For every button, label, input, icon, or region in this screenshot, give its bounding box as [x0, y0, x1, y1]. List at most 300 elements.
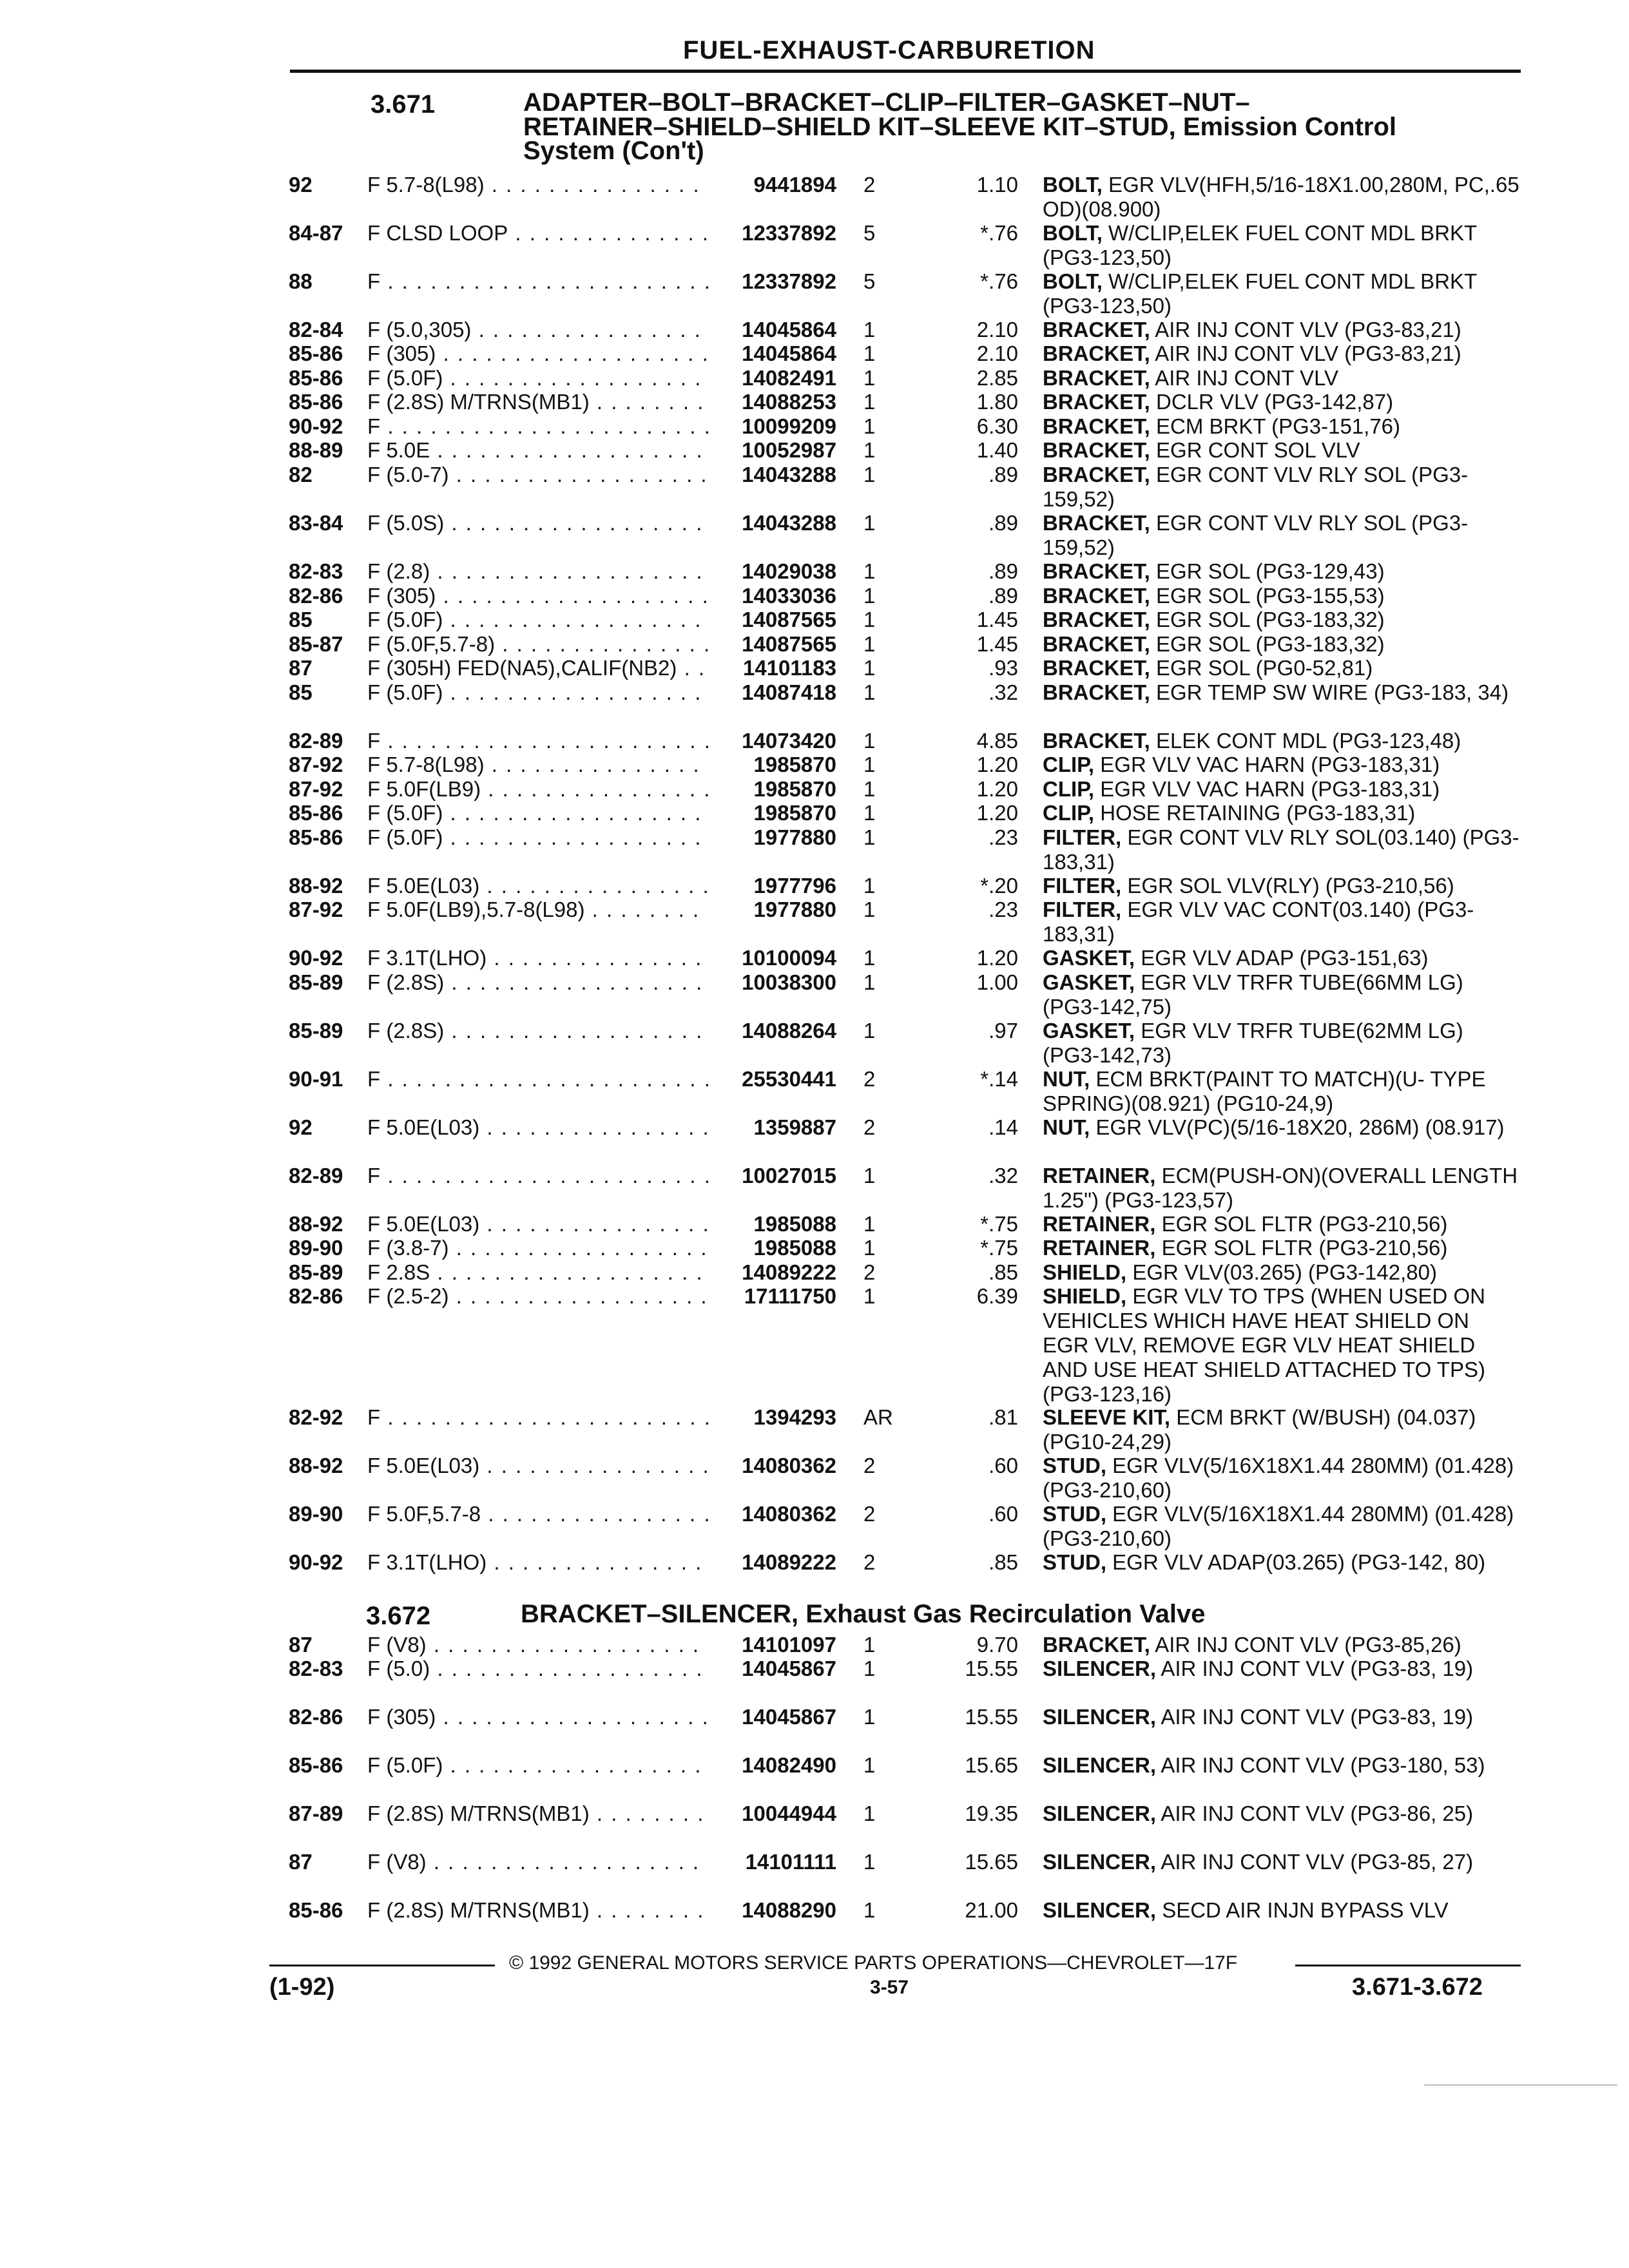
quantity: 1	[863, 438, 876, 462]
footer-rule-left	[269, 1965, 495, 1966]
price: 9.70	[976, 1633, 1018, 1657]
description	[1043, 269, 1519, 318]
model-years: 87-89	[289, 1802, 343, 1825]
application: F 2.8S . . .	[367, 1260, 709, 1285]
application: F (5.0F) . . .	[367, 801, 709, 825]
quantity: 1	[863, 1753, 876, 1777]
part-name: NUT,	[1043, 1067, 1090, 1091]
application: F (2.8) . . .	[367, 559, 709, 584]
part-number: 14088290	[714, 1898, 836, 1923]
model-years: 87	[289, 656, 313, 680]
part-name: BOLT,	[1043, 269, 1103, 293]
page-header-title: FUEL-EXHAUST-CARBURETION	[683, 36, 1095, 64]
part-detail: EGR SOL FLTR (PG3-210,56)	[1155, 1236, 1448, 1260]
application: F 5.7-8(L98) . . .	[367, 173, 709, 197]
description	[1043, 1212, 1519, 1236]
model-years: 82	[289, 463, 313, 486]
quantity: 1	[863, 1898, 876, 1922]
application: F 5.0E(L03) . . .	[367, 1115, 709, 1140]
description	[1043, 1019, 1519, 1068]
price: 15.65	[965, 1753, 1018, 1777]
price: 1.00	[976, 970, 1018, 994]
part-name: BRACKET,	[1043, 680, 1150, 704]
part-detail: EGR SOL (PG3-183,32)	[1150, 608, 1385, 631]
description	[1043, 946, 1519, 970]
part-name: FILTER,	[1043, 874, 1122, 898]
part-detail: EGR VLV(HFH,5/16-18X1.00,280M, PC,.65 OD)(08.900)	[1043, 173, 1519, 221]
application: F (2.8S) M/TRNS(MB1) . . .	[367, 1898, 709, 1923]
application: F (3.8-7) . . .	[367, 1236, 709, 1260]
price: .23	[988, 825, 1018, 849]
model-years: 84-87	[289, 221, 343, 245]
part-detail: W/CLIP,ELEK FUEL CONT MDL BRKT (PG3-123,50)	[1043, 221, 1477, 269]
application: F (5.0S) . . .	[367, 511, 709, 535]
part-name: BRACKET,	[1043, 584, 1150, 608]
part-detail: EGR TEMP SW WIRE (PG3-183, 34)	[1150, 680, 1509, 704]
part-number: 1394293	[714, 1405, 836, 1430]
part-name: CLIP,	[1043, 801, 1095, 825]
part-detail: EGR SOL (PG3-183,32)	[1150, 632, 1385, 656]
quantity: 1	[863, 970, 876, 994]
section-title-line-3: System (Con't)	[523, 137, 704, 165]
part-detail: EGR VLV(5/16X18X1.44 280MM) (01.428) (PG3-210,60)	[1043, 1454, 1514, 1502]
description	[1043, 1260, 1519, 1285]
model-years: 85-86	[289, 1753, 343, 1777]
part-number: 12337892	[714, 221, 836, 245]
quantity: 1	[863, 584, 876, 608]
quantity: 2	[863, 1550, 876, 1574]
part-number: 14043288	[714, 511, 836, 535]
model-years: 87-92	[289, 777, 343, 801]
part-detail: EGR SOL VLV(RLY) (PG3-210,56)	[1121, 874, 1454, 898]
part-detail: EGR CONT VLV RLY SOL(03.140) (PG3-183,31)	[1043, 825, 1519, 874]
model-years: 85	[289, 608, 313, 631]
application: F (5.0) . . .	[367, 1657, 709, 1681]
part-number: 10027015	[714, 1164, 836, 1188]
part-number: 10100094	[714, 946, 836, 970]
price: 1.45	[976, 632, 1018, 656]
price: .60	[988, 1502, 1018, 1526]
description	[1043, 559, 1519, 584]
part-detail: DCLR VLV (PG3-142,87)	[1150, 390, 1394, 414]
part-name: SILENCER,	[1043, 1705, 1157, 1729]
quantity: 1	[863, 1850, 876, 1874]
model-years: 85-89	[289, 970, 343, 994]
description	[1043, 801, 1519, 825]
part-name: CLIP,	[1043, 777, 1095, 801]
quantity: 1	[863, 608, 876, 631]
part-name: BRACKET,	[1043, 341, 1150, 365]
model-years: 90-92	[289, 946, 343, 970]
quantity: 2	[863, 1502, 876, 1526]
part-number: 14080362	[714, 1454, 836, 1478]
price: 15.55	[965, 1705, 1018, 1729]
part-name: BRACKET,	[1043, 1633, 1150, 1657]
application: F (5.0F) . . .	[367, 1753, 709, 1778]
price: *.75	[980, 1212, 1018, 1236]
quantity: 1	[863, 511, 876, 535]
part-detail: AIR INJ CONT VLV (PG3-83, 19)	[1156, 1705, 1474, 1729]
footer-section-range: 3.671-3.672	[1352, 1974, 1483, 2001]
part-number: 14033036	[714, 584, 836, 608]
description	[1043, 970, 1519, 1019]
quantity: AR	[863, 1405, 893, 1429]
part-number: 14082491	[714, 366, 836, 390]
price: .89	[988, 511, 1018, 535]
part-detail: EGR VLV ADAP(03.265) (PG3-142, 80)	[1106, 1550, 1486, 1574]
model-years: 85-87	[289, 632, 343, 656]
part-number: 25530441	[714, 1067, 836, 1091]
application: F (V8) . . .	[367, 1850, 709, 1874]
price: 1.20	[976, 801, 1018, 825]
part-number: 1985870	[714, 801, 836, 825]
part-number: 14045867	[714, 1705, 836, 1729]
model-years: 85-86	[289, 1898, 343, 1922]
part-name: RETAINER,	[1043, 1164, 1156, 1187]
part-detail: ECM BRKT (W/BUSH) (04.037) (PG10-24,29)	[1043, 1405, 1476, 1454]
model-years: 87-92	[289, 898, 343, 921]
part-detail: EGR VLV VAC CONT(03.140) (PG3-183,31)	[1043, 898, 1474, 946]
part-name: STUD,	[1043, 1502, 1106, 1526]
part-number: 14088253	[714, 390, 836, 414]
part-number: 1985870	[714, 753, 836, 777]
part-detail: AIR INJ CONT VLV (PG3-180, 53)	[1156, 1753, 1485, 1777]
quantity: 1	[863, 946, 876, 970]
model-years: 88-92	[289, 1454, 343, 1477]
price: .81	[988, 1405, 1018, 1429]
model-years: 82-83	[289, 559, 343, 583]
part-number: 10052987	[714, 438, 836, 463]
description	[1043, 1236, 1519, 1260]
quantity: 1	[863, 1019, 876, 1043]
description	[1043, 1705, 1519, 1729]
part-number: 14087565	[714, 608, 836, 632]
model-years: 87	[289, 1633, 313, 1657]
quantity: 1	[863, 1802, 876, 1825]
part-detail: EGR VLV TRFR TUBE(66MM LG) (PG3-142,75)	[1043, 970, 1463, 1019]
model-years: 88-92	[289, 1212, 343, 1236]
part-name: SILENCER,	[1043, 1657, 1157, 1680]
part-name: GASKET,	[1043, 970, 1135, 994]
description	[1043, 656, 1519, 680]
part-detail: ECM BRKT (PG3-151,76)	[1150, 414, 1401, 438]
part-detail: EGR SOL (PG3-129,43)	[1150, 559, 1385, 583]
application: F 5.0F(LB9) . . .	[367, 777, 709, 802]
description	[1043, 1502, 1519, 1551]
description	[1043, 1405, 1519, 1454]
quantity: 1	[863, 680, 876, 704]
part-number: 14045864	[714, 341, 836, 366]
quantity: 1	[863, 463, 876, 486]
price: .93	[988, 656, 1018, 680]
description	[1043, 753, 1519, 777]
part-name: BRACKET,	[1043, 608, 1150, 631]
model-years: 82-92	[289, 1405, 343, 1429]
model-years: 87	[289, 1850, 313, 1874]
application: F . . .	[367, 414, 709, 439]
model-years: 85-86	[289, 801, 343, 825]
application: F (305H) FED(NA5),CALIF(NB2) . . .	[367, 656, 709, 680]
price: 1.10	[976, 173, 1018, 197]
price: .85	[988, 1550, 1018, 1574]
part-name: FILTER,	[1043, 825, 1122, 849]
description	[1043, 874, 1519, 898]
model-years: 85-86	[289, 825, 343, 849]
price: *.76	[980, 221, 1018, 245]
part-name: BRACKET,	[1043, 414, 1150, 438]
part-detail: EGR VLV(PC)(5/16-18X20, 286M) (08.917)	[1090, 1115, 1505, 1139]
footer-page-number: 3-57	[870, 1977, 909, 1998]
quantity: 1	[863, 414, 876, 438]
part-detail: AIR INJ CONT VLV (PG3-86, 25)	[1156, 1802, 1474, 1825]
quantity: 1	[863, 1284, 876, 1308]
application: F (2.8S) M/TRNS(MB1) . . .	[367, 1802, 709, 1826]
part-detail: SECD AIR INJN BYPASS VLV	[1156, 1898, 1449, 1922]
model-years: 82-86	[289, 1284, 343, 1308]
application: F (2.8S) . . .	[367, 970, 709, 995]
part-name: BRACKET,	[1043, 632, 1150, 656]
section-number: 3.671	[371, 90, 436, 119]
part-detail: EGR CONT SOL VLV	[1150, 438, 1360, 462]
part-name: RETAINER,	[1043, 1236, 1156, 1260]
model-years: 82-89	[289, 1164, 343, 1187]
description	[1043, 777, 1519, 802]
quantity: 1	[863, 898, 876, 921]
quantity: 1	[863, 874, 876, 898]
footer-rule-right	[1295, 1965, 1521, 1966]
description	[1043, 729, 1519, 753]
part-number: 14073420	[714, 729, 836, 753]
price: .14	[988, 1115, 1018, 1139]
price: .89	[988, 559, 1018, 583]
price: .32	[988, 1164, 1018, 1187]
quantity: 1	[863, 341, 876, 365]
part-number: 14101111	[714, 1850, 836, 1874]
header-rule	[290, 70, 1521, 73]
model-years: 88	[289, 269, 313, 293]
application: F (5.0F,5.7-8) . . .	[367, 632, 709, 657]
part-number: 14087565	[714, 632, 836, 657]
model-years: 87-92	[289, 753, 343, 776]
part-name: BRACKET,	[1043, 438, 1150, 462]
application: F (2.5-2) . . .	[367, 1284, 709, 1309]
section-title-line-1: ADAPTER–BOLT–BRACKET–CLIP–FILTER–GASKET–NUT–	[523, 88, 1250, 117]
application: F CLSD LOOP . . .	[367, 221, 709, 245]
price: .60	[988, 1454, 1018, 1477]
description	[1043, 366, 1519, 390]
section-2-number: 3.672	[366, 1602, 431, 1630]
price: 21.00	[965, 1898, 1018, 1922]
description	[1043, 898, 1519, 947]
part-number: 1977880	[714, 898, 836, 922]
quantity: 1	[863, 318, 876, 341]
model-years: 85-89	[289, 1019, 343, 1043]
quantity: 1	[863, 1705, 876, 1729]
application: F 5.0F(LB9),5.7-8(L98) . . .	[367, 898, 709, 922]
part-number: 1977796	[714, 874, 836, 898]
description	[1043, 318, 1519, 342]
model-years: 90-91	[289, 1067, 343, 1091]
part-detail: HOSE RETAINING (PG3-183,31)	[1094, 801, 1416, 825]
quantity: 2	[863, 1260, 876, 1284]
application: F 5.0E(L03) . . .	[367, 874, 709, 898]
part-detail: EGR VLV VAC HARN (PG3-183,31)	[1094, 777, 1440, 801]
price: 2.10	[976, 341, 1018, 365]
quantity: 1	[863, 559, 876, 583]
model-years: 92	[289, 1115, 313, 1139]
description	[1043, 221, 1519, 270]
description	[1043, 1164, 1519, 1213]
price: .32	[988, 680, 1018, 704]
part-name: FILTER,	[1043, 898, 1122, 921]
price: .89	[988, 584, 1018, 608]
application: F (2.8S) . . .	[367, 1019, 709, 1043]
description	[1043, 680, 1519, 705]
quantity: 1	[863, 801, 876, 825]
quantity: 2	[863, 173, 876, 197]
application: F (2.8S) M/TRNS(MB1) . . .	[367, 390, 709, 414]
part-name: SILENCER,	[1043, 1898, 1157, 1922]
quantity: 1	[863, 366, 876, 390]
description	[1043, 1550, 1519, 1575]
part-number: 14029038	[714, 559, 836, 584]
description	[1043, 1657, 1519, 1681]
part-number: 10099209	[714, 414, 836, 439]
part-number: 14082490	[714, 1753, 836, 1778]
part-number: 14045864	[714, 318, 836, 342]
description	[1043, 414, 1519, 439]
part-number: 12337892	[714, 269, 836, 294]
description	[1043, 1802, 1519, 1826]
model-years: 85-86	[289, 366, 343, 390]
model-years: 82-86	[289, 1705, 343, 1729]
part-name: BRACKET,	[1043, 559, 1150, 583]
part-number: 14045867	[714, 1657, 836, 1681]
description	[1043, 608, 1519, 632]
part-name: SLEEVE KIT,	[1043, 1405, 1171, 1429]
description	[1043, 438, 1519, 463]
part-name: SHIELD,	[1043, 1260, 1127, 1284]
price: 2.85	[976, 366, 1018, 390]
model-years: 85-86	[289, 341, 343, 365]
quantity: 1	[863, 1236, 876, 1260]
application: F (5.0F) . . .	[367, 608, 709, 632]
application: F . . .	[367, 1164, 709, 1188]
section-2-title: BRACKET–SILENCER, Exhaust Gas Recirculation Valve	[521, 1600, 1206, 1628]
part-name: SILENCER,	[1043, 1802, 1157, 1825]
model-years: 85	[289, 680, 313, 704]
price: 15.65	[965, 1850, 1018, 1874]
description	[1043, 584, 1519, 608]
description	[1043, 173, 1519, 222]
section-title-line-2: RETAINER–SHIELD–SHIELD KIT–SLEEVE KIT–STUD, Emission Control	[523, 113, 1396, 141]
description	[1043, 1753, 1519, 1778]
price: .89	[988, 463, 1018, 486]
price: 1.20	[976, 946, 1018, 970]
part-detail: EGR VLV TO TPS (WHEN USED ON VEHICLES WHICH HAVE HEAT SHIELD ON EGR VLV, REMOVE EGR VLV HEAT SHIELD AND USE HEAT SHIELD ATTACHED TO TPS) (PG3-123,16)	[1043, 1284, 1486, 1406]
application: F (305) . . .	[367, 341, 709, 366]
part-detail: EGR SOL FLTR (PG3-210,56)	[1155, 1212, 1448, 1236]
quantity: 1	[863, 390, 876, 414]
part-name: STUD,	[1043, 1454, 1106, 1477]
description	[1043, 1454, 1519, 1503]
price: *.14	[980, 1067, 1018, 1091]
price: .97	[988, 1019, 1018, 1043]
price: 1.20	[976, 777, 1018, 801]
price: *.20	[980, 874, 1018, 898]
application: F . . .	[367, 1405, 709, 1430]
application: F . . .	[367, 1067, 709, 1091]
part-number: 1985088	[714, 1236, 836, 1260]
part-number: 14089222	[714, 1550, 836, 1575]
part-number: 1985088	[714, 1212, 836, 1236]
price: .23	[988, 898, 1018, 921]
application: F (V8) . . .	[367, 1633, 709, 1657]
quantity: 1	[863, 656, 876, 680]
price: 2.10	[976, 318, 1018, 341]
part-number: 1359887	[714, 1115, 836, 1140]
part-detail: EGR SOL (PG0-52,81)	[1150, 656, 1373, 680]
part-name: RETAINER,	[1043, 1212, 1156, 1236]
price: 6.39	[976, 1284, 1018, 1308]
part-number: 14101183	[714, 656, 836, 680]
application: F (5.0,305) . . .	[367, 318, 709, 342]
description	[1043, 511, 1519, 560]
part-name: BRACKET,	[1043, 463, 1150, 486]
part-detail: EGR CONT VLV RLY SOL (PG3- 159,52)	[1043, 463, 1469, 511]
part-detail: AIR INJ CONT VLV (PG3-85,26)	[1150, 1633, 1461, 1657]
part-number: 14101097	[714, 1633, 836, 1657]
part-number: 17111750	[714, 1284, 836, 1309]
part-detail: ECM BRKT(PAINT TO MATCH)(U- TYPE SPRING)(08.921) (PG10-24,9)	[1043, 1067, 1486, 1115]
model-years: 82-89	[289, 729, 343, 753]
description	[1043, 1850, 1519, 1874]
application: F (305) . . .	[367, 1705, 709, 1729]
description	[1043, 1115, 1519, 1140]
part-detail: EGR VLV(03.265) (PG3-142,80)	[1126, 1260, 1437, 1284]
price: 15.55	[965, 1657, 1018, 1680]
part-name: SILENCER,	[1043, 1753, 1157, 1777]
application: F . . .	[367, 729, 709, 753]
application: F 5.7-8(L98) . . .	[367, 753, 709, 777]
model-years: 90-92	[289, 1550, 343, 1574]
price: 6.30	[976, 414, 1018, 438]
part-name: STUD,	[1043, 1550, 1106, 1574]
model-years: 88-92	[289, 874, 343, 898]
footer-date: (1-92)	[269, 1974, 335, 2001]
price: 19.35	[965, 1802, 1018, 1825]
model-years: 89-90	[289, 1502, 343, 1526]
application: F 5.0E(L03) . . .	[367, 1454, 709, 1478]
quantity: 5	[863, 221, 876, 245]
part-name: BRACKET,	[1043, 366, 1150, 390]
quantity: 1	[863, 1212, 876, 1236]
part-number: 14043288	[714, 463, 836, 487]
part-detail: EGR VLV ADAP (PG3-151,63)	[1135, 946, 1429, 970]
price: 1.80	[976, 390, 1018, 414]
part-number: 9441894	[714, 173, 836, 197]
part-detail: AIR INJ CONT VLV (PG3-83,21)	[1150, 341, 1461, 365]
part-detail: EGR VLV VAC HARN (PG3-183,31)	[1094, 753, 1440, 776]
application: F 5.0E(L03) . . .	[367, 1212, 709, 1236]
description	[1043, 341, 1519, 366]
part-number: 14087418	[714, 680, 836, 705]
part-name: GASKET,	[1043, 1019, 1135, 1043]
description	[1043, 463, 1519, 512]
part-name: CLIP,	[1043, 753, 1095, 776]
part-detail: W/CLIP,ELEK FUEL CONT MDL BRKT (PG3-123,50)	[1043, 269, 1477, 318]
model-years: 92	[289, 173, 313, 197]
